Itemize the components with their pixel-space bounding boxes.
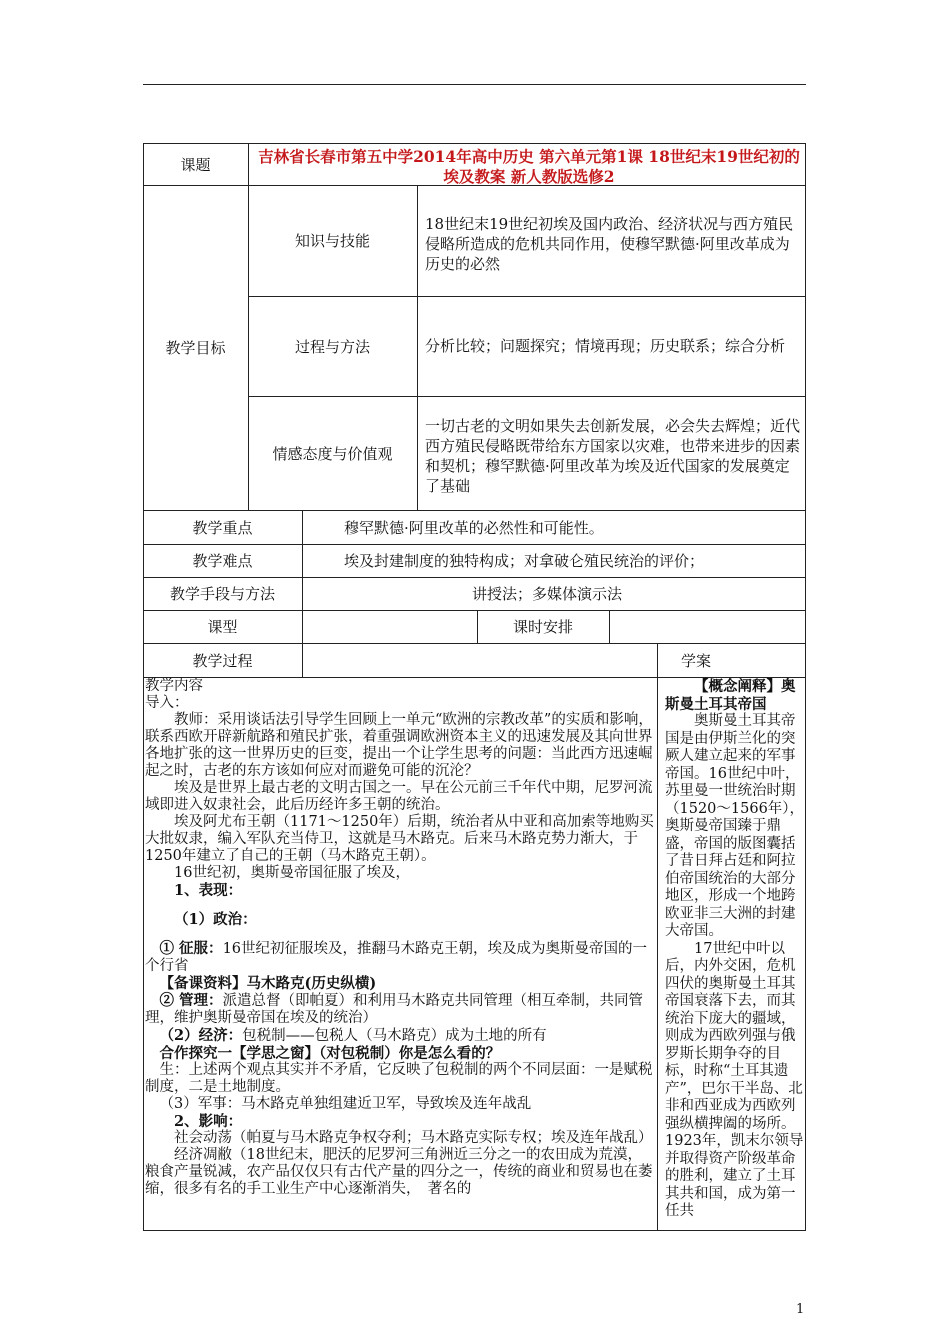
intro-heading: 导入： [145,695,189,711]
content-keyword: ② 管理： [159,992,223,1009]
sidebar-paragraph: 17世纪中叶以后，内外交困，危机四伏的奥斯曼土耳其帝国衰落下去，而其统治下庞大的疆域，则成为西欧列强与俄罗斯长期争夺的目标，时称“土耳其遗产”，巴尔干半岛、北非和西亚成为西欧列强纵横捭阖的场所。1923年，凯末尔领导并取得资产阶级革命的胜利，建立了土耳其共和国，成为第一任共 [665,940,804,1219]
objectives-label: 教学目标 [165,339,226,357]
content-paragraph [145,940,655,975]
key-point-text: 穆罕默德·阿里改革的必然性和可能性。 [344,518,604,537]
study-sidebar [665,678,805,1221]
sidebar-paragraph: 奥斯曼土耳其帝国是由伊斯兰化的突厥人建立起来的军事帝国。16世纪中叶，苏里曼一世统治时期（1520～1566年），奥斯曼帝国臻于鼎盛，帝国的版图囊括了昔日拜占廷和阿拉伯帝国统治的大部分地区，形成一个地跨欧亚非三大洲的封建大帝国。 [665,713,805,939]
content-keyword: ① 征服： [159,940,223,957]
teaching-content [145,678,655,1198]
content-paragraph: 埃及是世界上最古老的文明古国之一。早在公元前三千年代中期，尼罗河流域即进入奴隶社会，此后历经许多王朝的统治。 [145,780,653,813]
content-paragraph: 埃及阿尤布王朝（1171～1250年）后期，统治者从中亚和高加索等地购买大批奴隶，编入军队充当侍卫，这就是马木路克。后来马木路克势力渐大，于1250年建立了自己的王朝（马木路克王朝）。 [145,814,654,864]
header-rule [143,84,806,85]
content-text: 包税制——包税人（马木路克）成为土地的所有 [242,1028,547,1044]
difficulty-label: 教学难点 [192,552,253,570]
objective-knowledge-text: 18世纪末19世纪初埃及国内政治、经济状况与西方殖民侵略所造成的危机共同作用，使穆罕默德·阿里改革成为历史的必然 [425,215,794,273]
objective-attitude-text: 一切古老的文明如果失去创新发展，必会失去辉煌；近代西方殖民侵略既带给东方国家以灾难，也带来进步的因素和契机；穆罕默德·阿里改革为埃及近代国家的发展奠定了基础 [425,417,801,495]
objective-process-text: 分析比较；问题探究；情境再现；历史联系；综合分析 [425,337,786,355]
content-heading: 教学内容 [145,678,203,694]
page-number: 1 [796,1302,805,1317]
objective-attitude-label: 情感态度与价值观 [272,444,393,463]
subsection-heading: （1）政治： [174,911,257,928]
lesson-title: 吉林省长春市第五中学2014年高中历史 第六单元第1课 18世纪末19世纪初的埃及教案 新人教版选修2 [258,147,800,186]
methods-text: 讲授法；多媒体演示法 [472,585,623,603]
content-paragraph: （3）军事：马木路克单独组建近卫军，导致埃及连年战乱 [159,1096,532,1112]
content-paragraph: 教师：采用谈话法引导学生回顾上一单元“欧洲的宗教改革”的实质和影响，联系西欧开辟新航路和殖民扩张，着重强调欧洲资本主义的迅速发展及其向世界各地扩张的这一世界历史的巨变，提出一个让学生思考的问题：当此西方迅速崛起之时，古老的东方该如何应对而避免可能的沉沦？ [145,712,653,779]
inquiry-heading: 合作探究一【学思之窗】（对包税制）你是怎么看的？ [159,1045,501,1062]
course-type-label: 课型 [207,618,238,636]
label-title: 课题 [180,155,211,174]
content-paragraph [145,992,655,1027]
methods-label: 教学手段与方法 [169,585,275,603]
col-divider [657,643,658,1231]
content-text: 派遣总督（即帕夏）和利用马木路克共同管理（相互牵制，共同管理，维护奥斯曼帝国在埃及的统治） [145,993,644,1026]
schedule-value [609,610,806,643]
objective-knowledge-label: 知识与技能 [294,232,370,250]
key-point-label: 教学重点 [192,518,253,537]
content-keyword: （2）经济： [159,1027,243,1044]
content-paragraph: 经济凋敝（18世纪末，肥沃的尼罗河三角洲近三分之一的农田成为荒漠，粮食产量锐减，农产品仅仅只有古代产量的四分之一，传统的商业和贸易也在萎缩，很多有名的手工业生产中心逐渐消失， 著名的 [145,1147,653,1197]
content-paragraph: 生：上述两个观点其实并不矛盾，它反映了包税制的两个不同层面：一是赋税制度，二是土地制度。 [145,1062,653,1095]
content-text: 16世纪初征服埃及，推翻马木路克王朝，埃及成为奥斯曼帝国的一个行省 [145,941,648,974]
content-paragraph: 社会动荡（帕夏与马木路克争权夺利；马木路克实际专权；埃及连年战乱） [174,1130,653,1146]
process-label: 教学过程 [192,651,253,670]
section-heading: 2、影响： [174,1113,243,1130]
sidebar-heading: 【概念阐释】奥斯曼土耳其帝国 [665,678,796,713]
col-divider [417,185,418,510]
content-paragraph [145,1027,655,1045]
objective-process-label: 过程与方法 [294,337,370,356]
reference-heading: 【备课资料】马木路克(历史纵横) [159,975,377,992]
course-type-value [302,610,477,643]
schedule-label: 课时安排 [512,618,573,636]
difficulty-text: 埃及封建制度的独特构成；对拿破仑殖民统治的评价； [344,552,705,570]
study-label: 学案 [681,651,712,670]
section-heading: 1、表现： [174,882,243,899]
content-paragraph: 16世纪初，奥斯曼帝国征服了埃及， [174,865,410,881]
